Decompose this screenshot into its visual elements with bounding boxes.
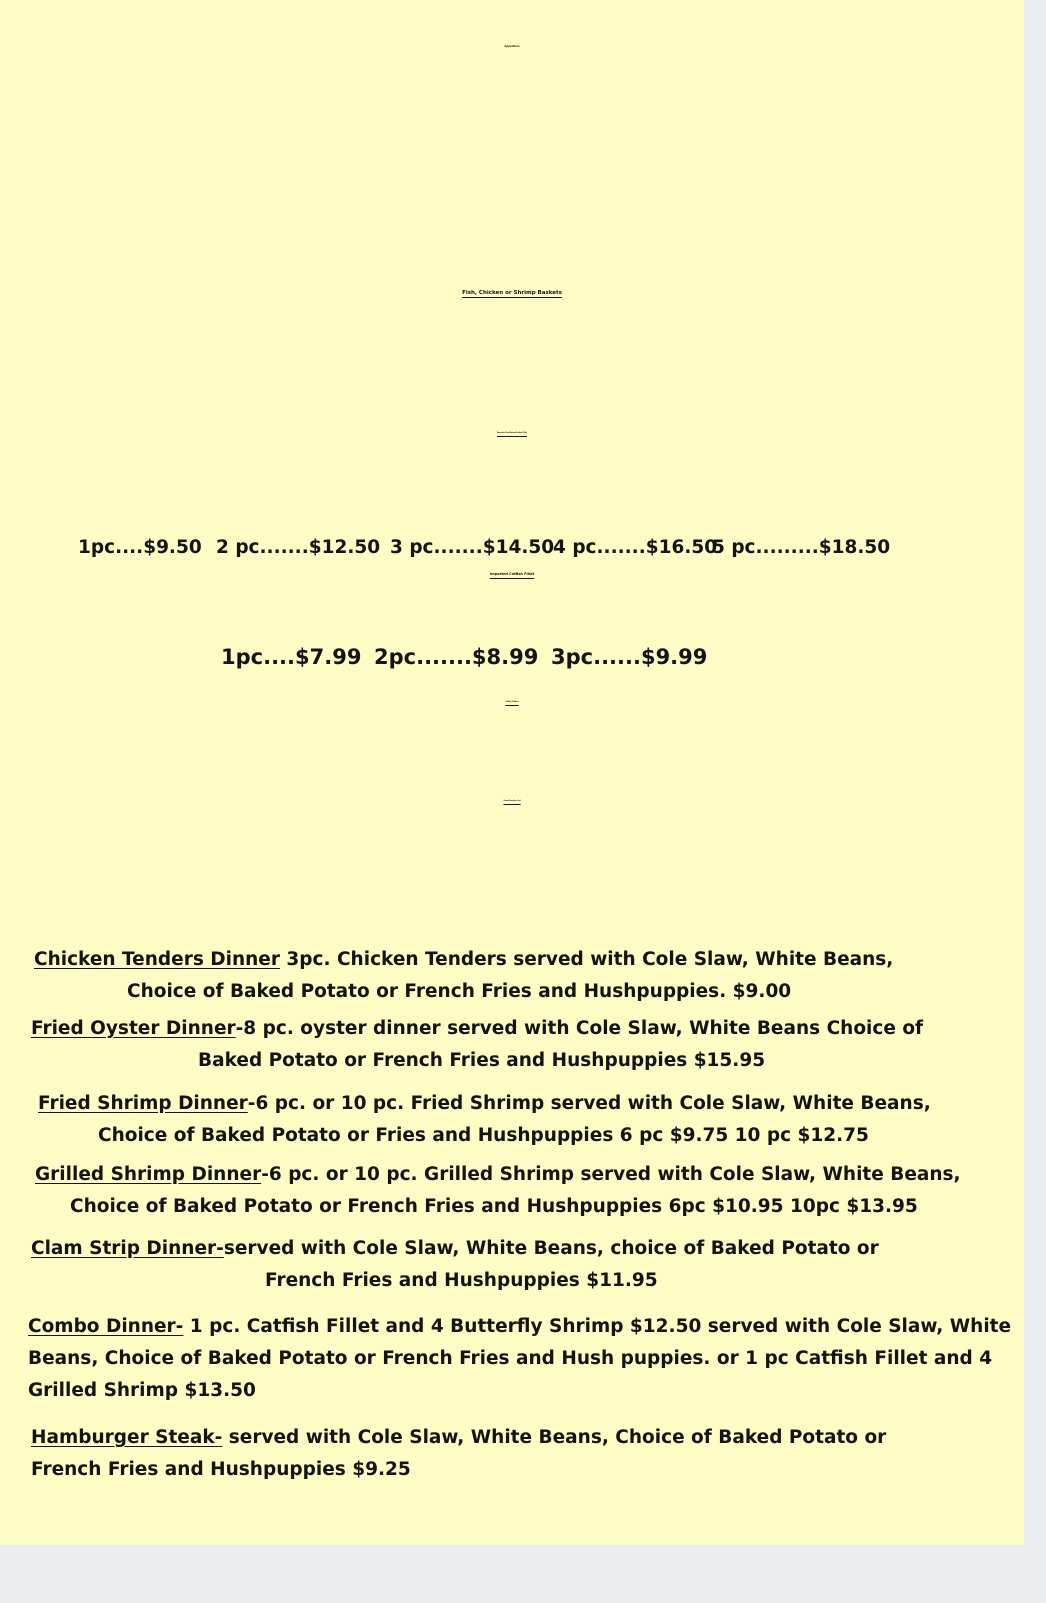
dinner-name: Combo Dinner-: [28, 1316, 184, 1337]
dinner-name: Hamburger Steak-: [31, 1427, 223, 1448]
domestic-price: 2 pc.......$12.50: [216, 537, 381, 558]
dinner-line: Choice of Baked Potato or French Fries and Hushpuppies 6pc $10.95 10pc $13.95: [70, 1196, 918, 1217]
cod-title: Ocean Boneless Cod: [503, 801, 521, 802]
dinner-line: Baked Potato or French Fries and Hushpuppies $15.95: [198, 1050, 766, 1071]
dinner-line: French Fries and Hushpuppies $9.25: [31, 1459, 411, 1480]
imported-title: Imported Catfish Fillet: [489, 572, 535, 576]
dinner-desc: 3pc. Chicken Tenders served with Cole Slaw, White Beans,: [279, 949, 894, 970]
imported-price: 2pc.......$8.99: [374, 645, 539, 669]
dinner-desc: 1 pc. Catfish Fillet and 4 Butterfly Shrimp $12.50 served with Cole Slaw, White: [183, 1316, 1012, 1337]
dinner-line: [34, 949, 893, 970]
dinner-line: Choice of Baked Potato or French Fries and Hushpuppies. $9.00: [127, 981, 792, 1002]
domestic-title: Domestic Pond Raised Catfish Fillet: [496, 433, 528, 434]
domestic-price: 1pc....$9.50: [78, 537, 202, 558]
dinner-desc: -8 pc. oyster dinner served with Cole Slaw, White Beans Choice of: [235, 1018, 924, 1039]
dinner-name: Grilled Shrimp Dinner: [35, 1164, 262, 1185]
dinner-line: [31, 1018, 923, 1039]
dinner-name: Fried Shrimp Dinner: [38, 1093, 248, 1114]
fiddlers-title: Catfish Fiddlers: [505, 702, 519, 703]
dinner-line: [31, 1238, 879, 1259]
dinner-name: Clam Strip Dinner-: [31, 1238, 224, 1259]
appetizers-title: Appetizers: [504, 45, 520, 48]
dinner-line: [35, 1164, 961, 1185]
dinner-line: [28, 1316, 1011, 1337]
dinner-desc: served with Cole Slaw, White Beans, Choice of Baked Potato or: [222, 1427, 887, 1448]
dinner-name: Fried Oyster Dinner: [31, 1018, 236, 1039]
dinner-desc: -6 pc. or 10 pc. Fried Shrimp served with Cole Slaw, White Beans,: [247, 1093, 931, 1114]
dinner-line: French Fries and Hushpuppies $11.95: [265, 1270, 658, 1291]
dinner-name: Chicken Tenders Dinner: [34, 949, 280, 970]
dinner-line: Beans, Choice of Baked Potato or French Fries and Hush puppies. or 1 pc Catfish Fillet and 4: [28, 1348, 993, 1369]
domestic-price: 3 pc.......$14.50: [390, 537, 555, 558]
imported-price: 1pc....$7.99: [221, 645, 362, 669]
domestic-price: 4 pc.......$16.50: [553, 537, 718, 558]
imported-price: 3pc......$9.99: [551, 645, 708, 669]
baskets-title: Fish, Chicken or Shrimp Baskets: [462, 290, 562, 296]
dinner-line: Grilled Shrimp $13.50: [28, 1380, 256, 1401]
dinner-line: [38, 1093, 931, 1114]
dinner-line: Choice of Baked Potato or Fries and Hushpuppies 6 pc $9.75 10 pc $12.75: [98, 1125, 869, 1146]
dinner-desc: -6 pc. or 10 pc. Grilled Shrimp served with Cole Slaw, White Beans,: [261, 1164, 961, 1185]
dinner-desc: served with Cole Slaw, White Beans, choice of Baked Potato or: [223, 1238, 879, 1259]
domestic-price: 5 pc.........$18.50: [712, 537, 891, 558]
dinner-line: [31, 1427, 886, 1448]
